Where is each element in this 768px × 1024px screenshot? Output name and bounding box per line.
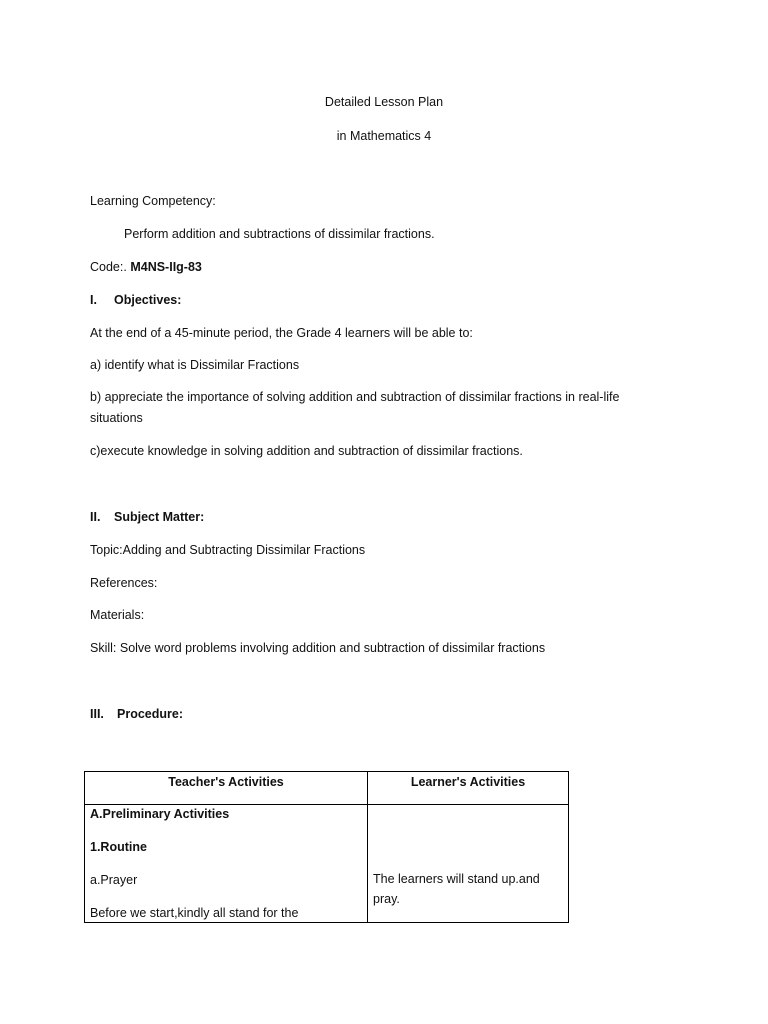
materials-line: Materials: bbox=[90, 608, 145, 622]
objectives-intro: At the end of a 45-minute period, the Grade 4 learners will be able to: bbox=[90, 326, 473, 340]
objectives-heading bbox=[90, 292, 181, 308]
document-title: Detailed Lesson Plan bbox=[324, 95, 444, 109]
prayer-label: a.Prayer bbox=[90, 873, 138, 887]
topic-line: Topic:Adding and Subtracting Dissimilar Fractions bbox=[90, 543, 366, 557]
subject-matter-title: Subject Matter: bbox=[114, 510, 205, 524]
learner-response: The learners will stand up.and pray. bbox=[373, 872, 540, 906]
learner-activities-header: Learner's Activities bbox=[368, 772, 569, 805]
objectives-title: Objectives: bbox=[114, 293, 182, 307]
competency-text: Perform addition and subtractions of dissimilar fractions. bbox=[124, 227, 435, 241]
competency-label: Learning Competency: bbox=[90, 194, 216, 208]
references-line: References: bbox=[90, 576, 158, 590]
subject-matter-numeral: II. bbox=[90, 510, 101, 524]
learner-activities-cell bbox=[368, 805, 569, 923]
routine-label: 1.Routine bbox=[90, 840, 147, 854]
teacher-activities-cell bbox=[85, 805, 368, 923]
procedure-heading bbox=[90, 706, 183, 722]
document-subtitle: in Mathematics 4 bbox=[336, 129, 432, 143]
objectives-numeral: I. bbox=[90, 293, 97, 307]
objective-item-a: a) identify what is Dissimilar Fractions bbox=[90, 358, 300, 372]
procedure-title: Procedure: bbox=[117, 707, 183, 721]
procedure-numeral: III. bbox=[90, 707, 104, 721]
skill-line: Skill: Solve word problems involving addition and subtraction of dissimilar fractions bbox=[90, 641, 546, 655]
teacher-activities-header: Teacher's Activities bbox=[85, 772, 368, 805]
teacher-instruction: Before we start,kindly all stand for the bbox=[90, 906, 299, 920]
code-value: M4NS-IIg-83 bbox=[130, 260, 202, 274]
preliminary-activities-label: A.Preliminary Activities bbox=[90, 807, 230, 821]
code-label: Code:. bbox=[90, 260, 127, 274]
subject-matter-heading bbox=[90, 509, 204, 525]
procedure-table bbox=[84, 771, 569, 923]
objective-item-b: b) appreciate the importance of solving addition and subtraction of dissimilar fractions in real-life situations bbox=[90, 390, 620, 425]
table-row bbox=[85, 805, 569, 923]
table-header-row bbox=[85, 772, 569, 805]
objective-item-c: c)execute knowledge in solving addition and subtraction of dissimilar fractions. bbox=[90, 444, 523, 458]
code-line bbox=[90, 259, 202, 275]
